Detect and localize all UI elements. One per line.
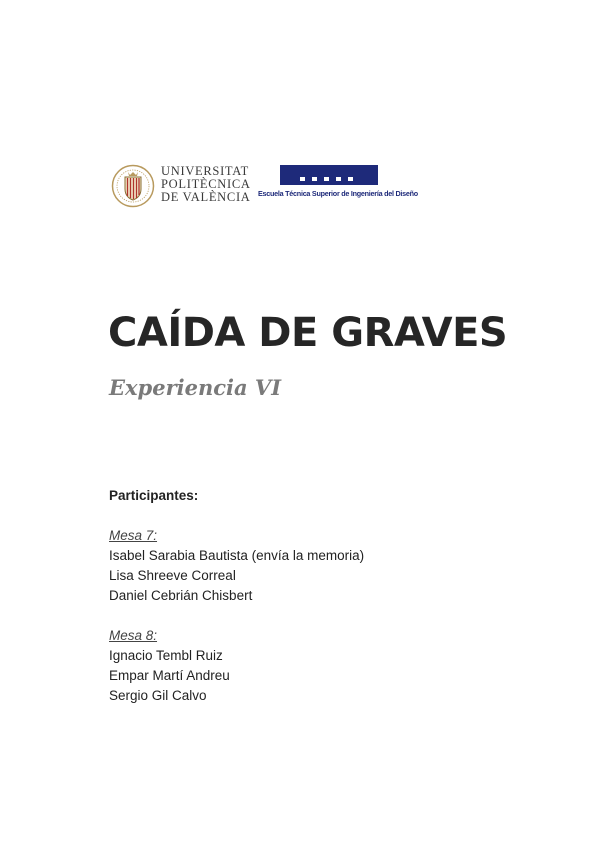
participant-name: Empar Martí Andreu — [109, 668, 230, 683]
university-name — [161, 165, 261, 204]
participants-section — [109, 486, 364, 706]
participant-name: Daniel Cebrián Chisbert — [109, 588, 253, 603]
university-name-line-1: UNIVERSITAT — [161, 164, 249, 178]
university-seal-icon — [111, 164, 155, 208]
participant-name: Ignacio Tembl Ruiz — [109, 648, 223, 663]
participant-name: Isabel Sarabia Bautista (envía la memoria) — [109, 548, 365, 563]
university-name-line-2: POLITÈCNICA — [161, 177, 251, 191]
university-name-line-3: DE VALÈNCIA — [161, 190, 251, 204]
participant-name: Lisa Shreeve Correal — [109, 568, 236, 583]
participants-label: Participantes: — [109, 488, 199, 503]
group-mesa-7 — [109, 526, 364, 606]
participant-name: Sergio Gil Calvo — [109, 688, 207, 703]
group-title: Mesa 7: — [109, 528, 158, 543]
document-title: CAÍDA DE GRAVES — [108, 310, 508, 356]
group-mesa-8 — [109, 626, 364, 706]
school-name: Escuela Técnica Superior de Ingeniería del Diseño — [258, 189, 418, 198]
group-title: Mesa 8: — [109, 628, 158, 643]
spacer — [109, 606, 364, 626]
school-logo-icon — [280, 165, 378, 185]
logo-header — [110, 160, 418, 216]
document-subtitle: Experiencia VI — [109, 375, 282, 400]
